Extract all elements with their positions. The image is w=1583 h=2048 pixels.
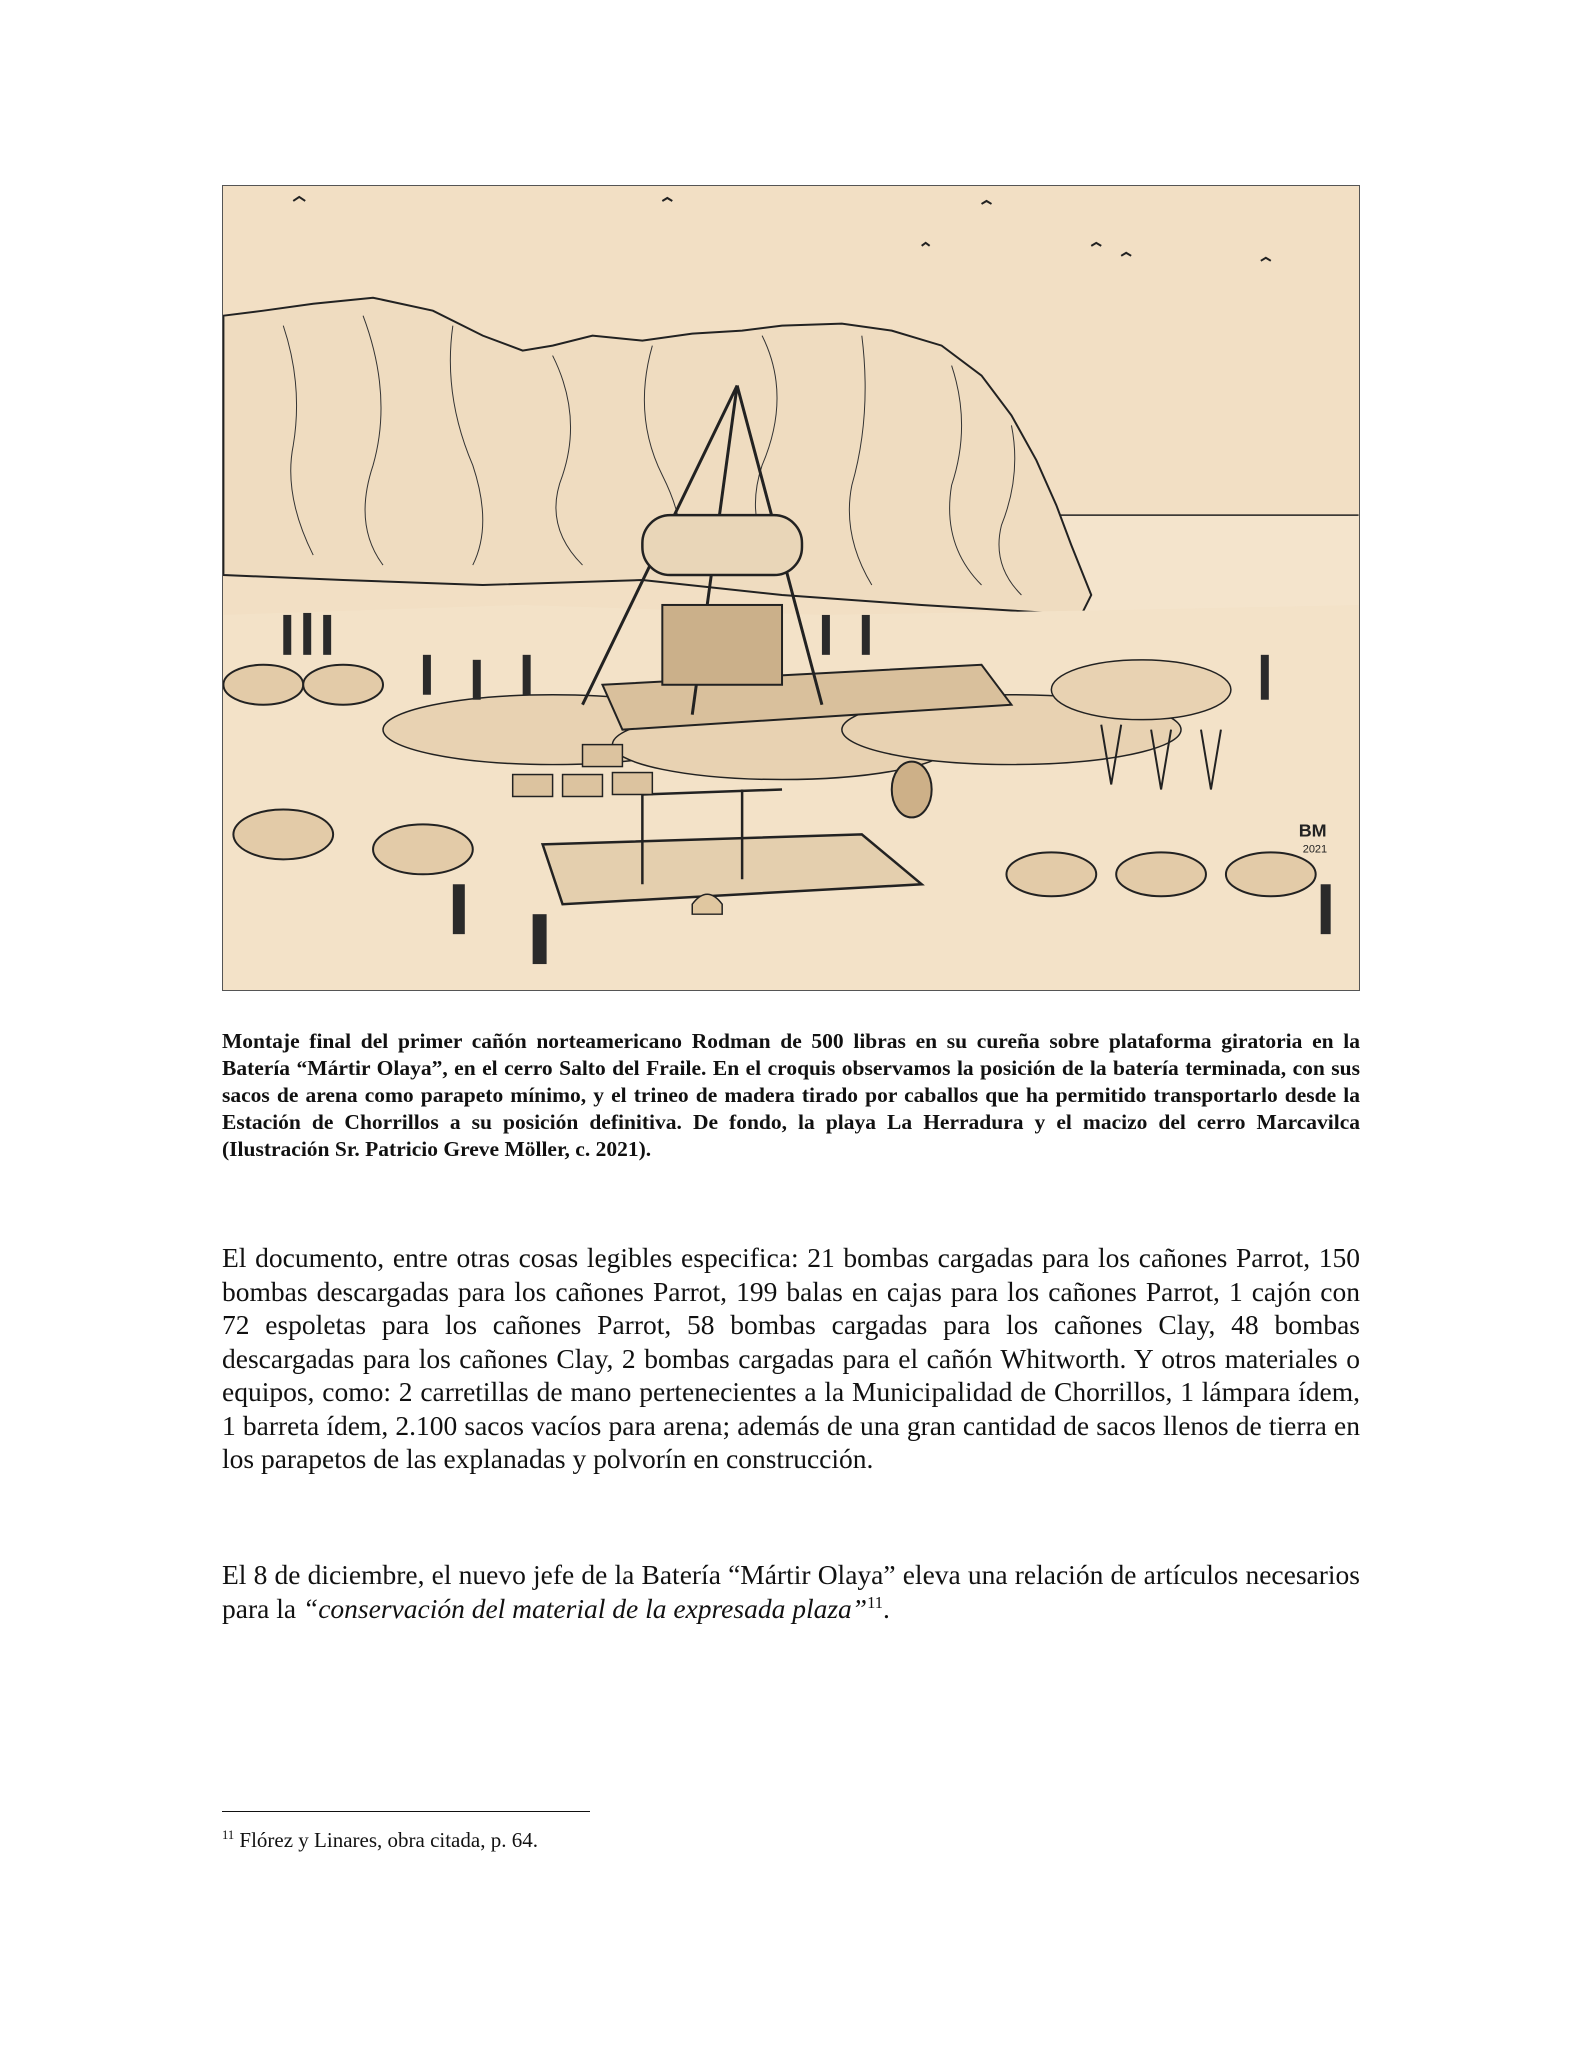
rodman-cannon xyxy=(642,515,802,575)
figure-caption: Montaje final del primer cañón norteamericano Rodman de 500 libras en su cureña sobre plataforma giratoria en la Batería “Mártir Olaya”, en el cerro Salto del Fraile. En el croquis observamos la posición de la batería terminada, con sus sacos de arena como parapeto mínimo, y el trineo de madera tirado por caballos que ha permitido transportarlo desde la Estación de Chorrillos a su posición definitiva. De fondo, la playa La Herradura y el macizo del cerro Marcavilca (Ilustración Sr. Patricio Greve Möller, c. 2021). xyxy=(222,1029,1360,1161)
paragraph-2-end: . xyxy=(883,1592,890,1624)
beach-ground xyxy=(223,605,1358,990)
artist-signature: BM xyxy=(1298,820,1327,841)
paragraph-2-quote: “conservación del material de la expresada plaza” xyxy=(302,1592,868,1624)
gun-carriage xyxy=(662,605,782,685)
paragraph-2 xyxy=(222,1558,1360,1625)
footnote xyxy=(222,1827,538,1853)
birds xyxy=(293,197,1271,261)
paragraph-1: El documento, entre otras cosas legibles especifica: 21 bombas cargadas para los cañones Parrot, 150 bombas descargadas para los cañones Parrot, 199 balas en cajas para los cañones Parrot, 1 cajón con 72 espoletas para los cañones Parrot, 58 bombas cargadas para los cañones Clay, 48 bombas descargadas para los cañones Clay, 2 bombas cargadas para el cañón Whitworth. Y otros materiales o equipos, como: 2 carretillas de mano pertenecientes a la Municipalidad de Chorrillos, 1 lámpara ídem, 1 barreta ídem, 2.100 sacos vacíos para arena; además de una gran cantidad de sacos llenos de tierra en los parapetos de las explanadas y polvorín en construcción. xyxy=(222,1242,1360,1474)
footnote-number: 11 xyxy=(222,1828,235,1842)
paragraph-2-text: El 8 de diciembre, el nuevo jefe de la Batería “Mártir Olaya” eleva una relación de artículos necesarios para la xyxy=(222,1559,1360,1624)
illustration-figure xyxy=(222,185,1360,991)
footnote-divider xyxy=(222,1811,590,1812)
footnote-reference[interactable]: 11 xyxy=(867,1592,883,1612)
barrel xyxy=(892,762,932,818)
battery-illustration xyxy=(223,186,1359,990)
artist-signature-year: 2021 xyxy=(1302,843,1328,856)
footnote-text: Flórez y Linares, obra citada, p. 64. xyxy=(234,1828,538,1852)
